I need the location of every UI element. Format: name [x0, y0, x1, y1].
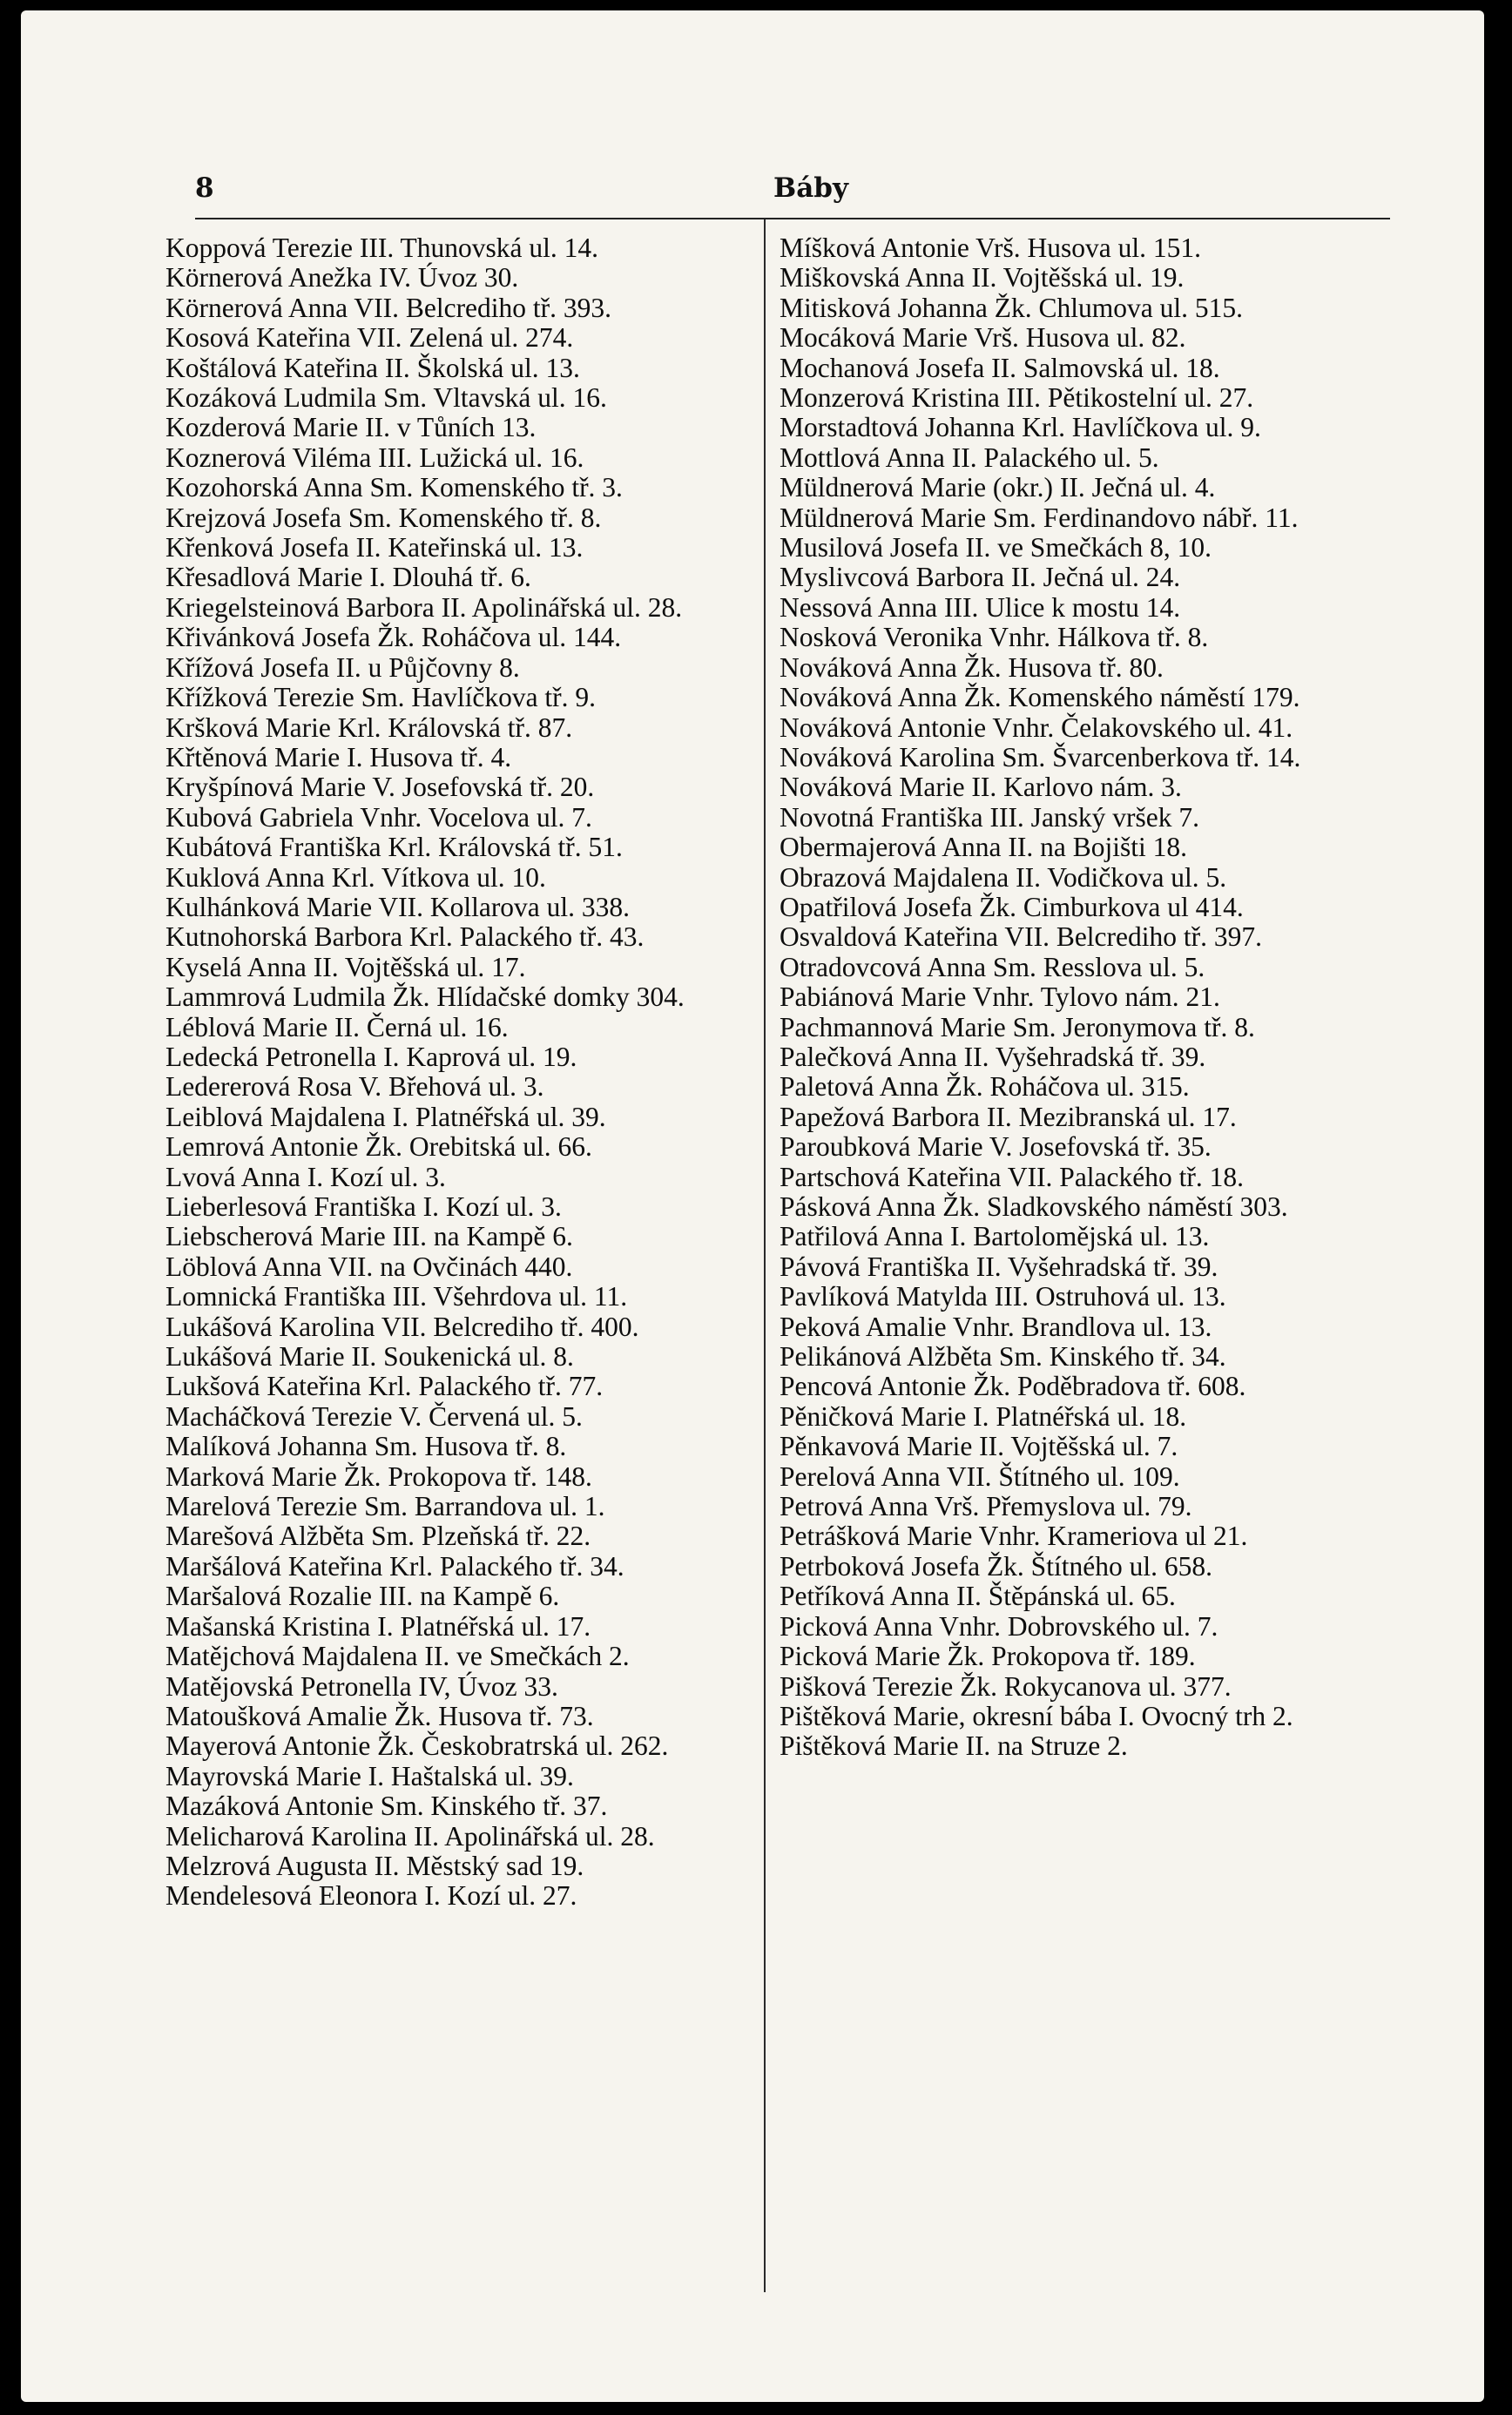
- column-divider: [764, 219, 766, 2292]
- directory-entry: Müldnerová Marie Sm. Ferdinandovo nábř. 11.: [780, 502, 1299, 533]
- directory-entry: Müldnerová Marie (okr.) II. Ječná ul. 4.: [780, 472, 1216, 503]
- directory-entry: Paletová Anna Žk. Roháčova ul. 315.: [780, 1071, 1190, 1103]
- directory-entry: Macháčková Terezie V. Červená ul. 5.: [165, 1400, 583, 1432]
- directory-entry: Pásková Anna Žk. Sladkovského náměstí 303.: [780, 1191, 1288, 1222]
- directory-entry: Koznerová Viléma III. Lužická ul. 16.: [165, 442, 584, 473]
- directory-entry: Kozderová Marie II. v Tůních 13.: [165, 412, 537, 443]
- directory-entry: Nováková Marie II. Karlovo nám. 3.: [780, 772, 1182, 803]
- right-column: [780, 233, 1370, 1762]
- directory-entry: Lukšová Kateřina Krl. Palackého tř. 77.: [165, 1371, 604, 1402]
- directory-entry: Mochanová Josefa II. Salmovská ul. 18.: [780, 352, 1220, 383]
- directory-entry: Mitisková Johanna Žk. Chlumova ul. 515.: [780, 292, 1243, 323]
- directory-entry: Míšková Antonie Vrš. Husova ul. 151.: [780, 233, 1202, 263]
- directory-entry: Pabiánová Marie Vnhr. Tylovo nám. 21.: [780, 982, 1220, 1013]
- directory-entry: Maršálová Kateřina Krl. Palackého tř. 34.: [165, 1550, 624, 1582]
- directory-entry: Kryšpínová Marie V. Josefovská tř. 20.: [165, 772, 595, 803]
- directory-entry: Křtěnová Marie I. Husova tř. 4.: [165, 741, 512, 772]
- directory-entry: Lvová Anna I. Kozí ul. 3.: [165, 1161, 446, 1192]
- directory-entry: Lukášová Marie II. Soukenická ul. 8.: [165, 1341, 574, 1373]
- directory-entry: Pištěková Marie, okresní bába I. Ovocný trh 2.: [780, 1700, 1293, 1731]
- directory-entry: Mendelesová Eleonora I. Kozí ul. 27.: [165, 1880, 577, 1912]
- directory-entry: Lomnická Františka III. Všehrdova ul. 11.: [165, 1281, 628, 1312]
- directory-entry: Nováková Antonie Vnhr. Čelakovského ul. 41.: [780, 712, 1293, 743]
- directory-entry: Matějchová Majdalena II. ve Smečkách 2.: [165, 1641, 630, 1672]
- directory-entry: Kutnohorská Barbora Krl. Palackého tř. 43.: [165, 921, 645, 953]
- directory-entry: Papežová Barbora II. Mezibranská ul. 17.: [780, 1101, 1237, 1132]
- directory-entry: Lemrová Antonie Žk. Orebitská ul. 66.: [165, 1131, 592, 1163]
- directory-entry: Křenková Josefa II. Kateřinská ul. 13.: [165, 532, 584, 563]
- directory-entry: Krejzová Josefa Sm. Komenského tř. 8.: [165, 502, 602, 533]
- directory-entry: Opatřilová Josefa Žk. Cimburkova ul 414.: [780, 891, 1244, 922]
- header-rule: [195, 218, 1390, 219]
- page-header: [195, 164, 1390, 216]
- directory-entry: Peková Amalie Vnhr. Brandlova ul. 13.: [780, 1311, 1212, 1342]
- directory-entry: Pištěková Marie II. na Struze 2.: [780, 1730, 1128, 1762]
- directory-entry: Ledecká Petronella I. Kaprová ul. 19.: [165, 1041, 577, 1072]
- directory-entry: Paroubková Marie V. Josefovská tř. 35.: [780, 1131, 1212, 1163]
- directory-entry: Matoušková Amalie Žk. Husova tř. 73.: [165, 1700, 594, 1731]
- directory-entry: Miškovská Anna II. Vojtěšská ul. 19.: [780, 262, 1185, 293]
- directory-entry: Nessová Anna III. Ulice k mostu 14.: [780, 591, 1181, 623]
- page-number: 8: [195, 172, 214, 204]
- directory-entry: Obermajerová Anna II. na Bojišti 18.: [780, 832, 1188, 863]
- directory-entry: Partschová Kateřina VII. Palackého tř. 18.: [780, 1161, 1244, 1192]
- directory-entry: Obrazová Majdalena II. Vodičkova ul. 5.: [780, 861, 1227, 893]
- directory-entry: Musilová Josefa II. ve Smečkách 8, 10.: [780, 532, 1212, 563]
- directory-entry: Pišková Terezie Žk. Rokycanova ul. 377.: [780, 1670, 1232, 1702]
- directory-entry: Mocáková Marie Vrš. Husova ul. 82.: [780, 322, 1186, 354]
- directory-entry: Pavlíková Matylda III. Ostruhová ul. 13.: [780, 1281, 1226, 1312]
- directory-entry: Kubátová Františka Krl. Královská tř. 51.: [165, 832, 623, 863]
- directory-entry: Pěničková Marie I. Platnéřská ul. 18.: [780, 1400, 1187, 1432]
- directory-entry: Marková Marie Žk. Prokopova tř. 148.: [165, 1460, 592, 1492]
- directory-entry: Melzrová Augusta II. Městský sad 19.: [165, 1850, 584, 1881]
- directory-entry: Nováková Karolina Sm. Švarcenberkova tř. 14.: [780, 741, 1301, 772]
- directory-entry: Nováková Anna Žk. Husova tř. 80.: [780, 651, 1164, 683]
- directory-entry: Lukášová Karolina VII. Belcrediho tř. 400.: [165, 1311, 639, 1342]
- directory-entry: Křížková Terezie Sm. Havlíčkova tř. 9.: [165, 682, 597, 713]
- directory-entry: Picková Anna Vnhr. Dobrovského ul. 7.: [780, 1610, 1218, 1642]
- directory-entry: Malíková Johanna Sm. Husova tř. 8.: [165, 1431, 567, 1462]
- directory-entry: Pachmannová Marie Sm. Jeronymova tř. 8.: [780, 1011, 1255, 1042]
- directory-entry: Monzerová Kristina III. Pětikostelní ul. 27.: [780, 382, 1254, 414]
- directory-entry: Marešová Alžběta Sm. Plzeňská tř. 22.: [165, 1521, 591, 1552]
- directory-entry: Leiblová Majdalena I. Platnéřská ul. 39.: [165, 1101, 606, 1132]
- directory-entry: Pávová Františka II. Vyšehradská tř. 39.: [780, 1251, 1218, 1282]
- directory-entry: Petrášková Marie Vnhr. Krameriova ul 21.: [780, 1521, 1248, 1552]
- directory-entry: Morstadtová Johanna Krl. Havlíčkova ul. 9.: [780, 412, 1261, 443]
- directory-entry: Matějovská Petronella IV, Úvoz 33.: [165, 1670, 558, 1702]
- directory-entry: Koštálová Kateřina II. Školská ul. 13.: [165, 352, 580, 383]
- directory-entry: Marelová Terezie Sm. Barrandova ul. 1.: [165, 1491, 605, 1522]
- directory-entry: Picková Marie Žk. Prokopova tř. 189.: [780, 1641, 1196, 1672]
- directory-entry: Mayrovská Marie I. Haštalská ul. 39.: [165, 1760, 574, 1791]
- directory-entry: Maršalová Rozalie III. na Kampě 6.: [165, 1581, 560, 1612]
- directory-entry: Křesadlová Marie I. Dlouhá tř. 6.: [165, 562, 531, 593]
- directory-entry: Pěnkavová Marie II. Vojtěšská ul. 7.: [780, 1431, 1178, 1462]
- directory-entry: Koppová Terezie III. Thunovská ul. 14.: [165, 233, 599, 263]
- directory-entry: Körnerová Anežka IV. Úvoz 30.: [165, 262, 519, 293]
- left-column: [165, 233, 756, 1912]
- directory-entry: Patřilová Anna I. Bartolomějská ul. 13.: [780, 1221, 1210, 1252]
- directory-entry: Kršková Marie Krl. Královská tř. 87.: [165, 712, 573, 743]
- directory-entry: Kosová Kateřina VII. Zelená ul. 274.: [165, 322, 574, 354]
- directory-entry: Křivánková Josefa Žk. Roháčova ul. 144.: [165, 622, 622, 653]
- directory-entry: Myslivcová Barbora II. Ječná ul. 24.: [780, 562, 1181, 593]
- directory-entry: Perelová Anna VII. Štítného ul. 109.: [780, 1460, 1180, 1492]
- directory-entry: Liebscherová Marie III. na Kampě 6.: [165, 1221, 573, 1252]
- directory-entry: Löblová Anna VII. na Ovčinách 440.: [165, 1251, 573, 1282]
- directory-entry: Mazáková Antonie Sm. Kinského tř. 37.: [165, 1791, 608, 1822]
- directory-entry: Kulhánková Marie VII. Kollarova ul. 338.: [165, 891, 631, 922]
- directory-entry: Otradovcová Anna Sm. Resslova ul. 5.: [780, 951, 1205, 982]
- directory-entry: Lammrová Ludmila Žk. Hlídačské domky 304.: [165, 982, 685, 1013]
- directory-entry: Nováková Anna Žk. Komenského náměstí 179.: [780, 682, 1300, 713]
- directory-entry: Lieberlesová Františka I. Kozí ul. 3.: [165, 1191, 562, 1222]
- directory-entry: Petrová Anna Vrš. Přemyslova ul. 79.: [780, 1491, 1192, 1522]
- directory-entry: Mayerová Antonie Žk. Českobratrská ul. 262.: [165, 1730, 669, 1762]
- page-title: Báby: [773, 172, 848, 204]
- directory-entry: Nosková Veronika Vnhr. Hálkova tř. 8.: [780, 622, 1209, 653]
- directory-entry: Kozohorská Anna Sm. Komenského tř. 3.: [165, 472, 623, 503]
- directory-entry: Körnerová Anna VII. Belcrediho tř. 393.: [165, 292, 612, 323]
- directory-entry: Ledererová Rosa V. Břehová ul. 3.: [165, 1071, 544, 1103]
- directory-entry: Mottlová Anna II. Palackého ul. 5.: [780, 442, 1159, 473]
- directory-entry: Mašanská Kristina I. Platnéřská ul. 17.: [165, 1610, 591, 1642]
- directory-entry: Novotná Františka III. Janský vršek 7.: [780, 801, 1200, 833]
- directory-entry: Kuklová Anna Krl. Vítkova ul. 10.: [165, 861, 546, 893]
- directory-entry: Pelikánová Alžběta Sm. Kinského tř. 34.: [780, 1341, 1226, 1373]
- directory-entry: Pencová Antonie Žk. Poděbradova tř. 608.: [780, 1371, 1246, 1402]
- directory-entry: Kubová Gabriela Vnhr. Vocelova ul. 7.: [165, 801, 592, 833]
- directory-entry: Léblová Marie II. Černá ul. 16.: [165, 1011, 509, 1042]
- directory-entry: Petrboková Josefa Žk. Štítného ul. 658.: [780, 1550, 1212, 1582]
- directory-entry: Palečková Anna II. Vyšehradská tř. 39.: [780, 1041, 1206, 1072]
- directory-entry: Kozáková Ludmila Sm. Vltavská ul. 16.: [165, 382, 607, 414]
- directory-entry: Melicharová Karolina II. Apolinářská ul. 28.: [165, 1820, 655, 1852]
- directory-entry: Petříková Anna II. Štěpánská ul. 65.: [780, 1581, 1176, 1612]
- directory-entry: Osvaldová Kateřina VII. Belcrediho tř. 397.: [780, 921, 1263, 953]
- directory-entry: Křížová Josefa II. u Půjčovny 8.: [165, 651, 520, 683]
- directory-entry: Kriegelsteinová Barbora II. Apolinářská ul. 28.: [165, 591, 683, 623]
- directory-entry: Kyselá Anna II. Vojtěšská ul. 17.: [165, 951, 526, 982]
